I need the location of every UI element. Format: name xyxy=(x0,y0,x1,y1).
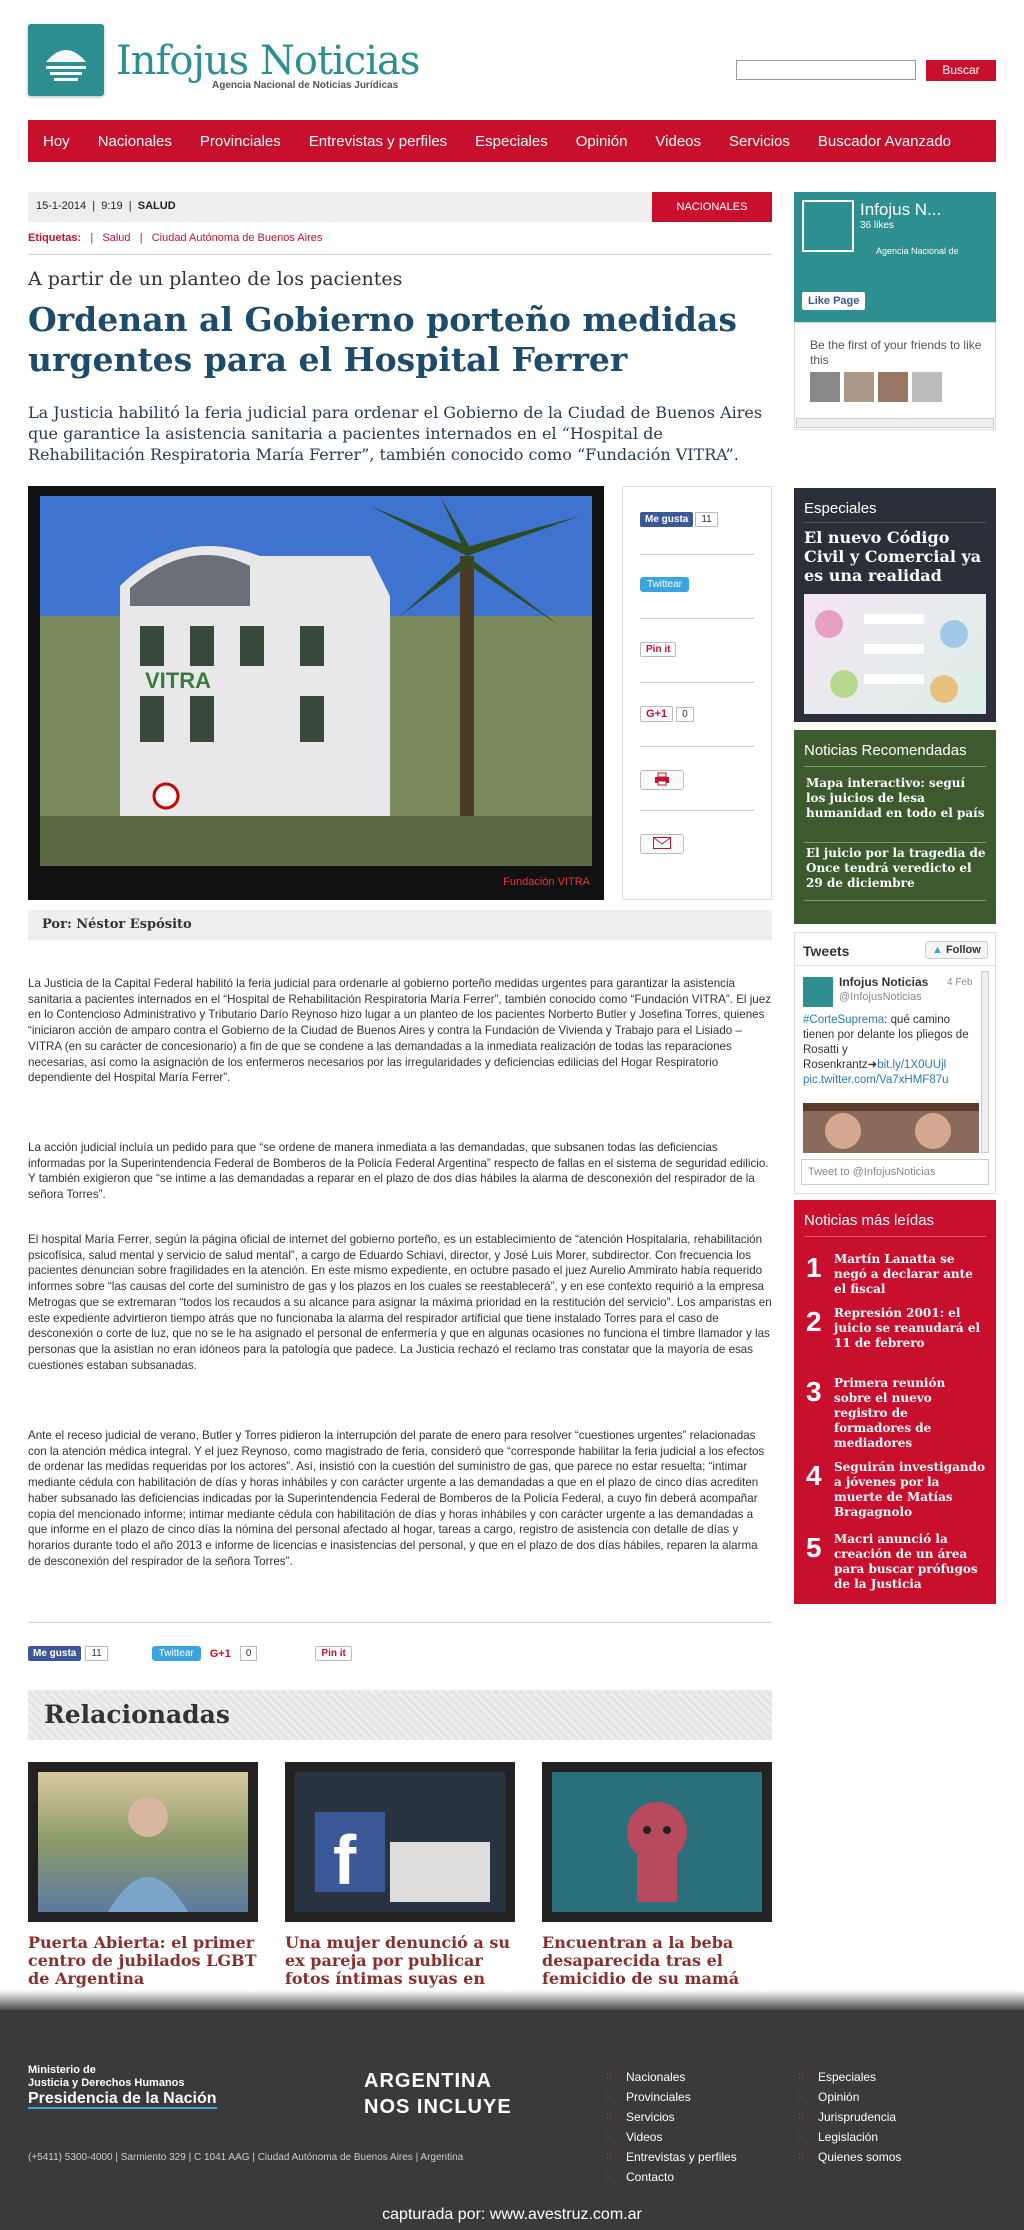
nav-item-servicios[interactable]: Servicios xyxy=(729,132,790,150)
email-button[interactable] xyxy=(640,834,684,854)
divider xyxy=(28,1622,772,1623)
article-paragraph: Ante el receso judicial de verano, Butler y Torres pidieron la interrupción del parate de enero para resolver “cuestiones urgentes” relacionadas con la atención médica integral. Y el juez Reynoso, como magistrado de feria, consideró que “corresponde habilitar la feria judicial a los efectos de ordenar las medidas requeridas por los actores”. Así, insistió con la cuestión del suministro de gas, que parece no estar resuelta; “intimar mediante cédula con habilitación de días y horas inhábiles y con carácter urgente a las demandadas a que en el plazo de cinco días acrediten haber subsanado las deficiencias indicadas por la Superintendencia Federal de Bomberos de la Policía Federal, a cuyo fin deberá acompañar copia del mencionado informe; intimar mediante cédula con habilitación de días y horas inhábiles y con carácter urgente a las demandadas a que informe en el plazo de cinco días la nómina del personal afectado al hogar, tareas a cargo, registro de asistencia con detalle de días y horarios durante todo el año 2013 e informe de licencias e inasistencias del personal, y que en el plazo de dos días hábiles, reparen la alarma de desconexión del respirador de la señora Torres”. xyxy=(28,1429,765,1568)
pin-button[interactable]: Pin it xyxy=(315,1646,351,1661)
search-button[interactable]: Buscar xyxy=(926,60,996,81)
tags: Etiquetas: | Salud | Ciudad Autónoma de Buenos Aires xyxy=(28,232,323,244)
tweet-image[interactable] xyxy=(803,1103,979,1153)
footer-link[interactable]: Jurisprudencia xyxy=(818,2110,897,2124)
tweet-hashtag[interactable]: #CorteSuprema xyxy=(803,1014,885,1026)
fb-page-logo-icon xyxy=(802,200,854,252)
tags-label: Etiquetas: xyxy=(28,232,82,244)
logo-subtitle: Agencia Nacional de Noticias Jurídicas xyxy=(212,80,399,91)
recomendada-item[interactable]: El juicio por la tragedia de Once tendrá veredicto el 29 de diciembre xyxy=(806,846,986,890)
recomendadas-block xyxy=(794,730,996,924)
especiales-headline[interactable]: El nuevo Código Civil y Comercial ya es una realidad xyxy=(804,528,982,585)
article-headline: Ordenan al Gobierno porteño medidas urgentes para el Hospital Ferrer xyxy=(28,300,737,379)
related-image[interactable] xyxy=(28,1762,258,1922)
recomendada-item[interactable]: Mapa interactivo: seguí los juicios de lesa humanidad en todo el país xyxy=(806,776,985,820)
tweet-handle: @InfojusNoticias xyxy=(839,991,922,1003)
pinterest-widget xyxy=(640,641,676,657)
divider xyxy=(640,746,754,747)
tweet-to-input[interactable]: Tweet to @InfojusNoticias xyxy=(801,1159,989,1185)
bullet-icon: :: xyxy=(606,2131,612,2142)
tweet-link[interactable]: pic.twitter.com/Va7xHMF87u xyxy=(803,1074,949,1086)
bullet-icon: :: xyxy=(606,2171,612,2182)
fb-like-count: 11 xyxy=(85,1646,107,1661)
footer-shadow xyxy=(0,1990,1024,2012)
footer-link[interactable]: Entrevistas y perfiles xyxy=(626,2150,737,2164)
divider xyxy=(804,900,986,901)
logo-second: Noticias xyxy=(259,38,420,84)
search-input[interactable] xyxy=(736,60,916,80)
recomendadas-title: Noticias Recomendadas xyxy=(804,742,967,759)
especiales-image[interactable] xyxy=(804,594,986,714)
divider xyxy=(804,842,986,843)
presidency: Presidencia de la Nación xyxy=(28,2090,217,2107)
footer-link[interactable]: Especiales xyxy=(818,2070,877,2084)
nav-item-nacionales[interactable]: Nacionales xyxy=(97,132,172,150)
tweet-link[interactable]: bit.ly/1X0UUjl xyxy=(877,1059,947,1071)
footer-link[interactable]: Servicios xyxy=(626,2110,675,2124)
leidas-title: Noticias más leídas xyxy=(804,1212,935,1229)
footer-link[interactable]: Opinión xyxy=(818,2090,860,2104)
bullet-icon: :: xyxy=(798,2111,804,2122)
leida-item[interactable]: Seguirán investigando a jóvenes por la muerte de Matías Bragagnolo xyxy=(834,1460,986,1519)
related-item-title[interactable]: Encuentran a la beba desaparecida tras el femicidio de su mamá xyxy=(542,1933,740,1988)
article-photo xyxy=(40,496,592,866)
pin-button[interactable]: Pin it xyxy=(640,642,676,657)
related-item-title[interactable]: Puerta Abierta: el primer centro de jubilados LGBT de Argentina xyxy=(28,1933,257,1988)
friend-avatar[interactable] xyxy=(844,372,874,402)
tweet-user[interactable]: Infojus Noticias xyxy=(839,975,929,989)
leida-number: 2 xyxy=(806,1306,822,1337)
fb-like-count: 11 xyxy=(695,512,717,527)
logo-icon[interactable] xyxy=(28,24,104,96)
bullet-icon: :: xyxy=(606,2151,612,2162)
tag-link[interactable]: Salud xyxy=(102,232,131,244)
nav-item-videos[interactable]: Videos xyxy=(655,132,702,150)
fb-scrollbar[interactable] xyxy=(796,418,994,428)
article-date: 15-1-2014 xyxy=(36,200,87,212)
print-icon xyxy=(654,772,670,789)
bullet-icon: :: xyxy=(606,2111,612,2122)
tweets-block xyxy=(794,932,996,1194)
share-bottom xyxy=(28,1646,352,1661)
divider xyxy=(795,965,995,966)
footer-link[interactable]: Legislación xyxy=(818,2130,879,2144)
footer-link[interactable]: Nacionales xyxy=(626,2070,686,2084)
tweets-scrollbar[interactable] xyxy=(981,971,989,1153)
divider xyxy=(640,618,754,619)
article-paragraph: La acción judicial incluía un pedido para que “se ordene de manera inmediata a las demandadas, que subsanen todas las deficiencias informadas por la Superintendencia Federal de Bomberos de la Policía Federal Argentina” respecto de fallas en el sistema de seguridad edilicio. Y también exigieron que “se intime a las demandadas a reparar en el plazo de dos días hábiles la alarma de desconexión del respirador de la señora Torres”. xyxy=(28,1141,769,1202)
article-time: 9:19 xyxy=(101,200,123,212)
article-author: Por: Néstor Espósito xyxy=(42,917,192,932)
fb-page-agency: Agencia Nacional de xyxy=(876,246,959,256)
article-paragraph: El hospital María Ferrer, según la página oficial de internet del gobierno porteño, es un establecimiento de “atención Hospitalaria, rehabilitación psicofísica, salud mental y servicio de salud mental”, a cargo de Eduardo Schiavi, director, y José Luis Morer, subdirector. Con frecuencia los pacientes denuncian sobre fragilidades en la atención. En este mismo expediente, en octubre pasado el juez Aurelio Ammirato había requerido informes sobre “las causas del corte del suministro de gas y los plazos en los cuales se reestablecerá”, y en ese contexto requirió a la empresa Metrogas que se extremaran “todos los recaudos a su alcance para asignar la máxima prioridad en la restitución del servicio”. Los amparistas en este expediente advirtieron tiempo atrás que no funcionaba la alarma del respirador artificial que tiene instalado Torres para el caso de desconexión o corte de luz, que no se le ha asignado el personal de enfermería y que en algunas ocasiones no funciona el timbre llamador y las personas que la asistían no eran idóneos para la patología que padece. La Justicia rechazó el reclamo tras constatar que la mayoría de esas cuestiones estaban subsanadas. xyxy=(28,1233,772,1372)
argentina-text: ARGENTINA xyxy=(364,2070,492,2092)
article-section: SALUD xyxy=(137,200,176,212)
footer-address: (+5411) 5300-4000 | Sarmiento 329 | C 1041 AAG | Ciudad Autónoma de Buenos Aires | Argentina xyxy=(28,2152,464,2163)
captured-by: capturada por: www.avestruz.com.ar xyxy=(382,2206,642,2223)
fb-page-widget[interactable] xyxy=(794,192,996,322)
bullet-icon: :: xyxy=(606,2091,612,2102)
footer-link[interactable]: Quienes somos xyxy=(818,2150,902,2164)
fb-like-button[interactable]: Me gusta xyxy=(28,1646,81,1661)
leida-number: 5 xyxy=(806,1532,822,1563)
bullet-icon: :: xyxy=(606,2071,612,2082)
friend-avatar[interactable] xyxy=(810,372,840,402)
fb-friends-text: Be the first of your friends to like this xyxy=(810,338,982,367)
divider xyxy=(804,766,986,767)
leida-number: 3 xyxy=(806,1376,822,1407)
photo-sign: VITRA xyxy=(145,668,211,693)
footer-ministry[interactable] xyxy=(28,2064,217,2109)
divider xyxy=(804,1236,986,1237)
logo-wordmark[interactable] xyxy=(116,38,419,84)
tweet-button[interactable]: Twittear xyxy=(152,1646,201,1661)
fb-like-widget xyxy=(640,512,718,527)
fb-like-page-button[interactable]: Like Page xyxy=(802,292,865,310)
related-image[interactable] xyxy=(285,1762,515,1922)
related-title: Relacionadas xyxy=(44,1700,230,1729)
fb-page-likes: 36 likes xyxy=(860,220,894,231)
article-lead: La Justicia habilitó la feria judicial para ordenar el Gobierno de la Ciudad de Buenos Aires que garantice la asistencia sanitaria a pacientes internados en el “Hospital de Rehabilitación Respiratoria María Ferrer”, también conocido como “Fundación VITRA”. xyxy=(28,403,763,464)
especiales-block xyxy=(794,488,996,722)
friend-avatar[interactable] xyxy=(878,372,908,402)
bullet-icon: :: xyxy=(798,2151,804,2162)
nav-item-hoy[interactable]: Hoy xyxy=(43,132,70,150)
divider xyxy=(804,522,986,523)
ministry-line1: Ministerio de xyxy=(28,2064,96,2076)
print-button[interactable] xyxy=(640,770,684,790)
gplus-button[interactable]: G+1 xyxy=(640,706,673,722)
nav-item-especiales[interactable]: Especiales xyxy=(475,132,548,150)
bullet-icon: :: xyxy=(798,2071,804,2082)
tweet-date: 4 Feb xyxy=(947,977,973,988)
twitter-bird-icon: ▲ xyxy=(932,944,943,956)
footer-link[interactable]: Provinciales xyxy=(626,2090,691,2104)
gplus-widget xyxy=(640,706,694,722)
related-image[interactable] xyxy=(542,1762,772,1922)
nos-incluye-text: NOS INCLUYE xyxy=(364,2096,512,2118)
nav-item-opinion[interactable]: Opinión xyxy=(575,132,628,150)
bullet-icon: :: xyxy=(798,2131,804,2142)
gplus-count: 0 xyxy=(676,707,694,722)
article-kicker: A partir de un planteo de los pacientes xyxy=(28,268,403,290)
gplus-count: 0 xyxy=(240,1646,258,1661)
divider xyxy=(28,254,772,255)
leida-item[interactable]: Primera reunión sobre el nuevo registro de formadores de mediadores xyxy=(834,1376,946,1450)
friend-avatar[interactable] xyxy=(912,372,942,402)
tweet-avatar[interactable] xyxy=(803,977,833,1007)
article-paragraph: La Justicia de la Capital Federal habilitó la feria judicial para ordenarle al gobierno porteño medidas urgentes para garantizar la asistencia sanitaria a pacientes internados en el “Hospital de Rehabilitación Respiratoria María Ferrer”, también conocido como “Fundación VITRA”. El juez en lo Contencioso Administrativo y Tributario Darío Reynoso hizo lugar a un planteo de los pacientes Norberto Butler y Josefina Torres, quienes “iniciaron acción de amparo contra el Gobierno de la Ciudad de Buenos Aires y contra la Fundación de Vivienda y Trabajo para el Lisiado – VITRA (en su carácter de concesionario) a fin de que se condene a las demandadas a la inmediata realización de todas las reparaciones necesarias, así como la asignación de los enfermeros necesarios por las irregularidades y deficiencias edilicias del Hogar Respiratorio dependiente del Hospital María Ferrer”. xyxy=(28,977,772,1085)
logo-main: Infojus xyxy=(116,38,249,84)
divider xyxy=(640,554,754,555)
related-item-title[interactable]: Una mujer denunció a su ex pareja por publicar fotos íntimas suyas en xyxy=(285,1933,510,1988)
article-meta: 15-1-2014 | 9:19 | SALUD xyxy=(36,200,176,212)
tweets-title: Tweets xyxy=(803,943,850,959)
footer-link[interactable]: Contacto xyxy=(626,2170,675,2184)
bullet-icon: :: xyxy=(798,2091,804,2102)
especiales-title: Especiales xyxy=(804,500,877,517)
tweet-button[interactable]: Twittear xyxy=(640,577,689,592)
section-button[interactable]: NACIONALES xyxy=(652,192,772,222)
email-icon xyxy=(653,837,671,852)
svg-text:f: f xyxy=(333,1821,357,1899)
follow-label: Follow xyxy=(945,944,981,956)
main-nav xyxy=(28,120,996,162)
divider xyxy=(640,682,754,683)
divider xyxy=(640,810,754,811)
leida-item[interactable]: Represión 2001: el juicio se reanudará el 11 de febrero xyxy=(834,1306,981,1350)
leida-number: 1 xyxy=(806,1252,822,1283)
tweet-widget xyxy=(640,576,689,592)
tweet-body xyxy=(803,1013,979,1088)
ministry-line2: Justicia y Derechos Humanos xyxy=(28,2077,185,2089)
footer-argentina xyxy=(364,2068,512,2120)
tweet-text: : qué camino tienen por delante los pliegos de Rosatti y Rosenkrantz➜ xyxy=(803,1014,969,1071)
nav-item-provinciales[interactable]: Provinciales xyxy=(199,132,281,150)
nav-item-buscador[interactable]: Buscador Avanzado xyxy=(817,132,952,150)
leida-item[interactable]: Macri anunció la creación de un área para buscar prófugos de la Justicia xyxy=(834,1532,978,1591)
leida-item[interactable]: Martín Lanatta se negó a declarar ante el fiscal xyxy=(834,1252,973,1296)
footer-link[interactable]: Videos xyxy=(626,2130,663,2144)
tag-link[interactable]: Ciudad Autónoma de Buenos Aires xyxy=(151,232,323,244)
fb-like-button[interactable]: Me gusta xyxy=(640,512,693,527)
gplus-button[interactable]: G+1 xyxy=(209,1647,231,1660)
nav-item-entrevistas[interactable]: Entrevistas y perfiles xyxy=(308,132,448,150)
photo-caption: Fundación VITRA xyxy=(503,876,590,888)
twitter-follow-button[interactable] xyxy=(925,941,988,959)
leida-number: 4 xyxy=(806,1460,822,1491)
fb-page-name: Infojus N... xyxy=(860,200,942,219)
